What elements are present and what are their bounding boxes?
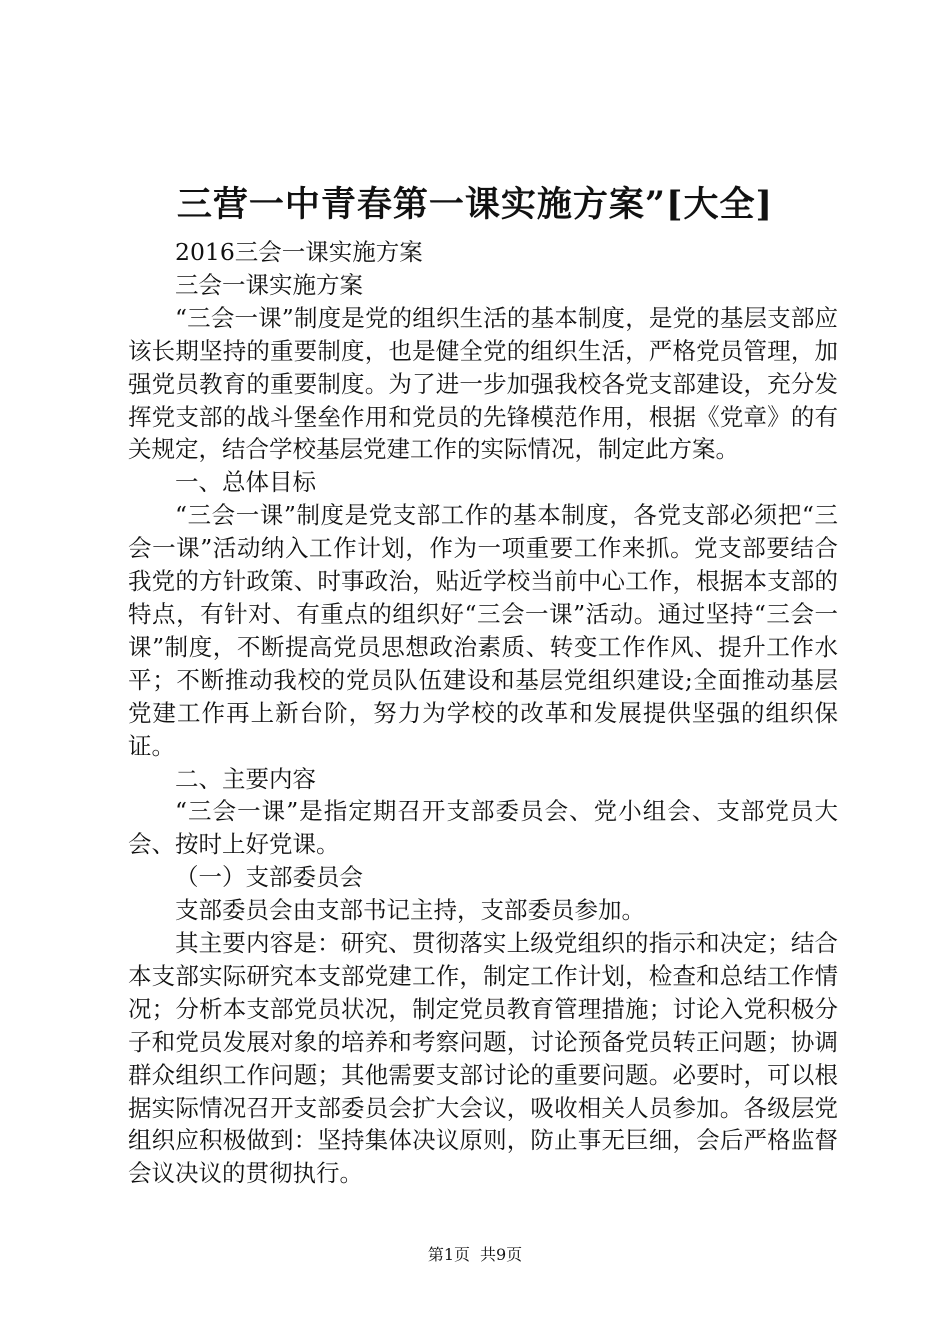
page-footer bbox=[0, 1244, 950, 1266]
paragraph-main-content: “三会一课”是指定期召开支部委员会、党小组会、支部党员大会、按时上好党课。 bbox=[128, 797, 838, 859]
page-number: 第1页 bbox=[427, 1245, 470, 1264]
document-title: 三营一中青春第一课实施方案”[大全] bbox=[176, 184, 774, 225]
subtitle-plan: 三会一课实施方案 bbox=[175, 270, 363, 299]
paragraph-branch-committee-content: 其主要内容是：研究、贯彻落实上级党组织的指示和决定；结合本支部实际研究本支部党建工作，制定工作计划，检查和总结工作情况；分析本支部党员状况，制定党员教育管理措施；讨论入党积极分子和党员发展对象的培养和考察问题，讨论预备党员转正问题；协调群众组织工作问题；其他需要支部讨论的重要问题。必要时，可以根据实际情况召开支部委员会扩大会议，吸收相关人员参加。各级层党组织应积极做到：坚持集体决议原则，防止事无巨细，会后严格监督会议决议的贯彻执行。 bbox=[128, 929, 838, 1188]
paragraph-branch-committee-host: 支部委员会由支部书记主持，支部委员参加。 bbox=[175, 896, 645, 925]
document-body bbox=[128, 236, 838, 1190]
paragraph-overall-goal: “三会一课”制度是党支部工作的基本制度，各党支部必须把“三会一课”活动纳入工作计划，作为一项重要工作来抓。党支部要结合我党的方针政策、时事政治，贴近学校当前中心工作，根据本支部的特点，有针对、有重点的组织好“三会一课”活动。通过坚持“三会一课”制度，不断提高党员思想政治素质、转变工作作风、提升工作水平；不断推动我校的党员队伍建设和基层党组织建设;全面推动基层党建工作再上新台阶，努力为学校的改革和发展提供坚强的组织保证。 bbox=[128, 501, 838, 760]
section-heading-main-content: 二、主要内容 bbox=[175, 764, 316, 793]
section-heading-overall-goal: 一、总体目标 bbox=[175, 468, 316, 497]
subtitle-year-plan: 2016三会一课实施方案 bbox=[175, 238, 423, 266]
subsection-heading-branch-committee: （一）支部委员会 bbox=[175, 863, 363, 892]
page-total: 共9页 bbox=[480, 1245, 523, 1264]
paragraph-intro: “三会一课”制度是党的组织生活的基本制度，是党的基层支部应该长期坚持的重要制度，也是健全党的组织生活，严格党员管理，加强党员教育的重要制度。为了进一步加强我校各党支部建设，充分发挥党支部的战斗堡垒作用和党员的先锋模范作用，根据《党章》的有关规定，结合学校基层党建工作的实际情况，制定此方案。 bbox=[128, 303, 838, 464]
